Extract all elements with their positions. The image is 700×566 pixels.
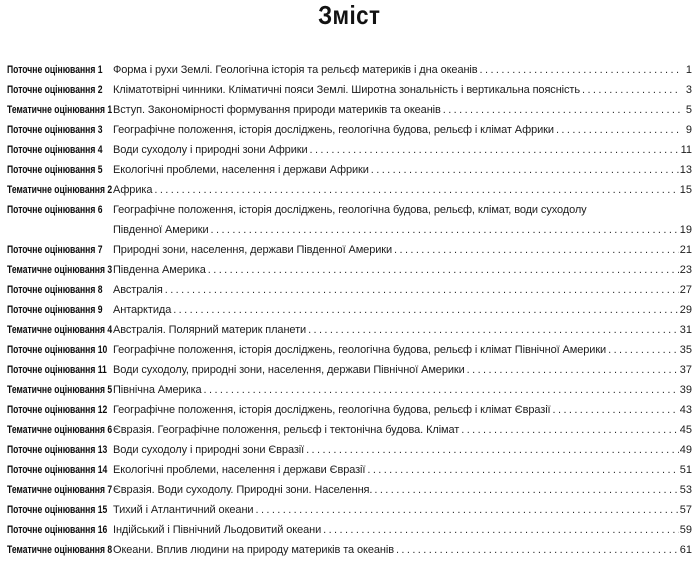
toc-entry-line: [113, 60, 692, 80]
page-number: 35: [679, 344, 692, 356]
toc-row: [7, 200, 692, 240]
toc-row: [7, 100, 692, 120]
toc-entry-lines: [113, 160, 692, 180]
page-number: 51: [679, 464, 692, 476]
leader-dots: [310, 140, 680, 160]
toc-entry-label: Тематичне оцінювання 6: [7, 424, 113, 436]
page-number: 15: [679, 184, 692, 196]
toc-entry-label: Поточне оцінювання 4: [7, 144, 103, 156]
toc-entry-label: Тематичне оцінювання 5: [7, 384, 113, 396]
toc-entry-lines: [113, 180, 692, 200]
toc-row: [7, 260, 692, 280]
toc-entry-desc: Географічне положення, історія досліджень, геологічна будова, рельєф і клімат Євразії: [113, 404, 551, 416]
toc-row: [7, 460, 692, 480]
toc-row: [7, 380, 692, 400]
toc-entry-label: Поточне оцінювання 3: [7, 124, 103, 136]
toc-entry-lines: [113, 500, 692, 520]
page-number: 13: [679, 164, 692, 176]
toc-entry-lines: [113, 200, 692, 240]
toc-entry-label: Поточне оцінювання 16: [7, 524, 108, 536]
page-number: 27: [679, 284, 692, 296]
toc-entry-desc: Географічне положення, історія досліджень, геологічна будова, рельєф, клімат, води суходолу: [113, 204, 587, 216]
toc-entry-label: Поточне оцінювання 2: [7, 84, 103, 96]
toc-entry-lines: [113, 440, 692, 460]
toc-label-cell: [7, 360, 113, 380]
toc-entry-line: [113, 540, 692, 560]
toc-entry-line: [113, 220, 692, 240]
leader-dots: [154, 180, 678, 200]
toc-label-cell: [7, 160, 113, 180]
leader-dots: [323, 520, 679, 540]
toc-entry-desc: Кліматотвірні чинники. Кліматичні пояси Землі. Широтна зональність і вертикальна поясність: [113, 84, 580, 96]
toc-entry-desc: Євразія. Географічне положення, рельєф і тектонічна будова. Клімат: [113, 424, 460, 436]
toc-row: [7, 280, 692, 300]
toc-entry-line: [113, 100, 692, 120]
leader-dots: [211, 220, 679, 240]
toc-row: [7, 80, 692, 100]
toc-entry-lines: [113, 100, 692, 120]
toc-entry-line: [113, 240, 692, 260]
toc-label-cell: [7, 340, 113, 360]
page-number: 11: [680, 144, 692, 156]
page-number: 49: [679, 444, 692, 456]
toc-entry-line: [113, 360, 692, 380]
page-number: 9: [685, 124, 692, 136]
toc-row: [7, 440, 692, 460]
toc-entry-line: [113, 180, 692, 200]
toc-row: [7, 140, 692, 160]
toc-row: [7, 520, 692, 540]
toc-entry-desc: Природні зони, населення, держави Південної Америки: [113, 244, 393, 256]
toc-entry-lines: [113, 480, 692, 500]
toc-entry-line: [113, 340, 692, 360]
page-number: 19: [679, 224, 692, 236]
toc-row: [7, 420, 692, 440]
toc-entry-lines: [113, 300, 692, 320]
toc-list: [7, 60, 692, 560]
toc-entry-desc: Південна Америка: [113, 264, 206, 276]
toc-entry-desc: Австралія: [113, 284, 163, 296]
toc-entry-line: [113, 260, 692, 280]
leader-dots: [553, 400, 679, 420]
toc-entry-label: Поточне оцінювання 7: [7, 244, 103, 256]
leader-dots: [255, 500, 678, 520]
toc-label-cell: [7, 200, 113, 220]
toc-entry-label: Поточне оцінювання 10: [7, 344, 108, 356]
toc-label-cell: [7, 240, 113, 260]
toc-label-cell: [7, 100, 113, 120]
toc-label-cell: [7, 180, 113, 200]
toc-label-cell: [7, 380, 113, 400]
toc-row: [7, 320, 692, 340]
page-number: 39: [679, 384, 692, 396]
toc-row: [7, 340, 692, 360]
toc-entry-lines: [113, 380, 692, 400]
toc-entry-desc: Екологічні проблеми, населення і держави Євразії: [113, 464, 366, 476]
toc-entry-label: Поточне оцінювання 9: [7, 304, 103, 316]
page-number: 43: [679, 404, 692, 416]
toc-entry-line: [113, 200, 692, 220]
toc-entry-label: Поточне оцінювання 14: [7, 464, 108, 476]
toc-label-cell: [7, 320, 113, 340]
toc-entry-lines: [113, 420, 692, 440]
toc-entry-label: Тематичне оцінювання 3: [7, 264, 113, 276]
toc-entry-desc: Географічне положення, історія досліджень, геологічна будова, рельєф і клімат Північної Америки: [113, 344, 607, 356]
page-number: 21: [679, 244, 692, 256]
toc-entry-lines: [113, 540, 692, 560]
toc-label-cell: [7, 120, 113, 140]
toc-entry-label: Тематичне оцінювання 2: [7, 184, 113, 196]
toc-entry-desc: Води суходолу і природні зони Євразії: [113, 444, 305, 456]
toc-entry-line: [113, 420, 692, 440]
toc-label-cell: [7, 540, 113, 560]
toc-entry-lines: [113, 360, 692, 380]
page-number: 29: [679, 304, 692, 316]
toc-entry-label: Тематичне оцінювання 8: [7, 544, 113, 556]
toc-entry-label: Тематичне оцінювання 7: [7, 484, 113, 496]
toc-entry-desc: Північна Америка: [113, 384, 202, 396]
toc-entry-desc: Екологічні проблеми, населення і держави Африки: [113, 164, 369, 176]
toc-row: [7, 240, 692, 260]
toc-label-cell: [7, 60, 113, 80]
toc-entry-label: Поточне оцінювання 1: [7, 64, 103, 76]
page-number: 23: [679, 264, 692, 276]
toc-entry-label: Тематичне оцінювання 4: [7, 324, 113, 336]
toc-entry-lines: [113, 60, 692, 80]
toc-label-cell: [7, 520, 113, 540]
page-number: 5: [685, 104, 692, 116]
toc-entry-line: [113, 300, 692, 320]
toc-entry-desc: Південної Америки: [113, 224, 209, 236]
leader-dots: [165, 280, 679, 300]
toc-label-cell: [7, 260, 113, 280]
leader-dots: [396, 540, 679, 560]
toc-entry-label: Поточне оцінювання 11: [7, 364, 107, 376]
toc-entry-desc: Води суходолу і природні зони Африки: [113, 144, 308, 156]
toc-label-cell: [7, 440, 113, 460]
toc-entry-desc: Індійський і Північний Льодовитий океани: [113, 524, 322, 536]
toc-entry-line: [113, 480, 692, 500]
page-number: 59: [679, 524, 692, 536]
toc-label-cell: [7, 460, 113, 480]
toc-row: [7, 120, 692, 140]
toc-entry-line: [113, 140, 692, 160]
leader-dots: [374, 480, 678, 500]
toc-entry-line: [113, 80, 692, 100]
leader-dots: [367, 460, 678, 480]
page-number: 61: [679, 544, 692, 556]
page-title-text: Зміст: [318, 0, 381, 30]
toc-entry-label: Поточне оцінювання 13: [7, 444, 108, 456]
leader-dots: [582, 80, 681, 100]
toc-entry-line: [113, 160, 692, 180]
toc-entry-lines: [113, 400, 692, 420]
toc-entry-line: [113, 380, 692, 400]
toc-entry-label: Поточне оцінювання 6: [7, 204, 103, 216]
leader-dots: [173, 300, 679, 320]
toc-entry-desc: Вступ. Закономірності формування природи материків та океанів: [113, 104, 441, 116]
toc-label-cell: [7, 400, 113, 420]
toc-label-cell: [7, 480, 113, 500]
page-number: 53: [679, 484, 692, 496]
toc-row: [7, 300, 692, 320]
toc-label-cell: [7, 500, 113, 520]
toc-entry-lines: [113, 260, 692, 280]
toc-entry-lines: [113, 320, 692, 340]
leader-dots: [467, 360, 679, 380]
toc-row: [7, 480, 692, 500]
toc-label-cell: [7, 420, 113, 440]
toc-entry-line: [113, 500, 692, 520]
toc-label-cell: [7, 80, 113, 100]
toc-label-cell: [7, 280, 113, 300]
toc-entry-desc: Євразія. Води суходолу. Природні зони. Населення.: [113, 484, 373, 496]
toc-entry-lines: [113, 280, 692, 300]
leader-dots: [306, 440, 679, 460]
page-number: 57: [679, 504, 692, 516]
toc-entry-label: Поточне оцінювання 8: [7, 284, 103, 296]
toc-row: [7, 540, 692, 560]
leader-dots: [308, 320, 679, 340]
toc-entry-lines: [113, 460, 692, 480]
toc-entry-lines: [113, 140, 692, 160]
toc-row: [7, 160, 692, 180]
leader-dots: [208, 260, 679, 280]
toc-label-cell: [7, 300, 113, 320]
toc-entry-label: Поточне оцінювання 12: [7, 404, 108, 416]
leader-dots: [461, 420, 679, 440]
toc-entry-line: [113, 440, 692, 460]
toc-row: [7, 400, 692, 420]
leader-dots: [394, 240, 679, 260]
leader-dots: [371, 160, 679, 180]
toc-entry-desc: Австралія. Полярний материк планети: [113, 324, 307, 336]
toc-row: [7, 180, 692, 200]
toc-entry-line: [113, 520, 692, 540]
leader-dots: [608, 340, 679, 360]
toc-entry-lines: [113, 240, 692, 260]
toc-entry-lines: [113, 80, 692, 100]
leader-dots: [443, 100, 681, 120]
toc-entry-desc: Океани. Вплив людини на природу материків та океанів: [113, 544, 394, 556]
toc-label-cell: [7, 140, 113, 160]
toc-entry-desc: Води суходолу, природні зони, населення, держави Північної Америки: [113, 364, 465, 376]
toc-entry-lines: [113, 520, 692, 540]
toc-row: [7, 360, 692, 380]
toc-entry-desc: Тихий і Атлантичний океани: [113, 504, 254, 516]
toc-row: [7, 60, 692, 80]
toc-row: [7, 500, 692, 520]
toc-entry-desc: Африка: [113, 184, 153, 196]
page-number: 1: [685, 64, 692, 76]
toc-entry-line: [113, 120, 692, 140]
page-number: 45: [679, 424, 692, 436]
toc-entry-label: Поточне оцінювання 5: [7, 164, 103, 176]
toc-entry-lines: [113, 120, 692, 140]
leader-dots: [204, 380, 679, 400]
toc-entry-line: [113, 460, 692, 480]
page-number: 31: [679, 324, 692, 336]
toc-entry-line: [113, 280, 692, 300]
toc-entry-label: Поточне оцінювання 15: [7, 504, 108, 516]
page-title: [7, 0, 692, 29]
toc-entry-desc: Антарктида: [113, 304, 172, 316]
toc-entry-line: [113, 400, 692, 420]
toc-entry-label: Тематичне оцінювання 1: [7, 104, 113, 116]
toc-entry-desc: Географічне положення, історія досліджень, геологічна будова, рельєф і клімат Африки: [113, 124, 554, 136]
toc-entry-desc: Форма і рухи Землі. Геологічна історія та рельєф материків і дна океанів: [113, 64, 478, 76]
leader-dots: [556, 120, 681, 140]
toc-entry-lines: [113, 340, 692, 360]
page-number: 37: [679, 364, 692, 376]
leader-dots: [480, 60, 681, 80]
toc-entry-line: [113, 320, 692, 340]
page-number: 3: [685, 84, 692, 96]
